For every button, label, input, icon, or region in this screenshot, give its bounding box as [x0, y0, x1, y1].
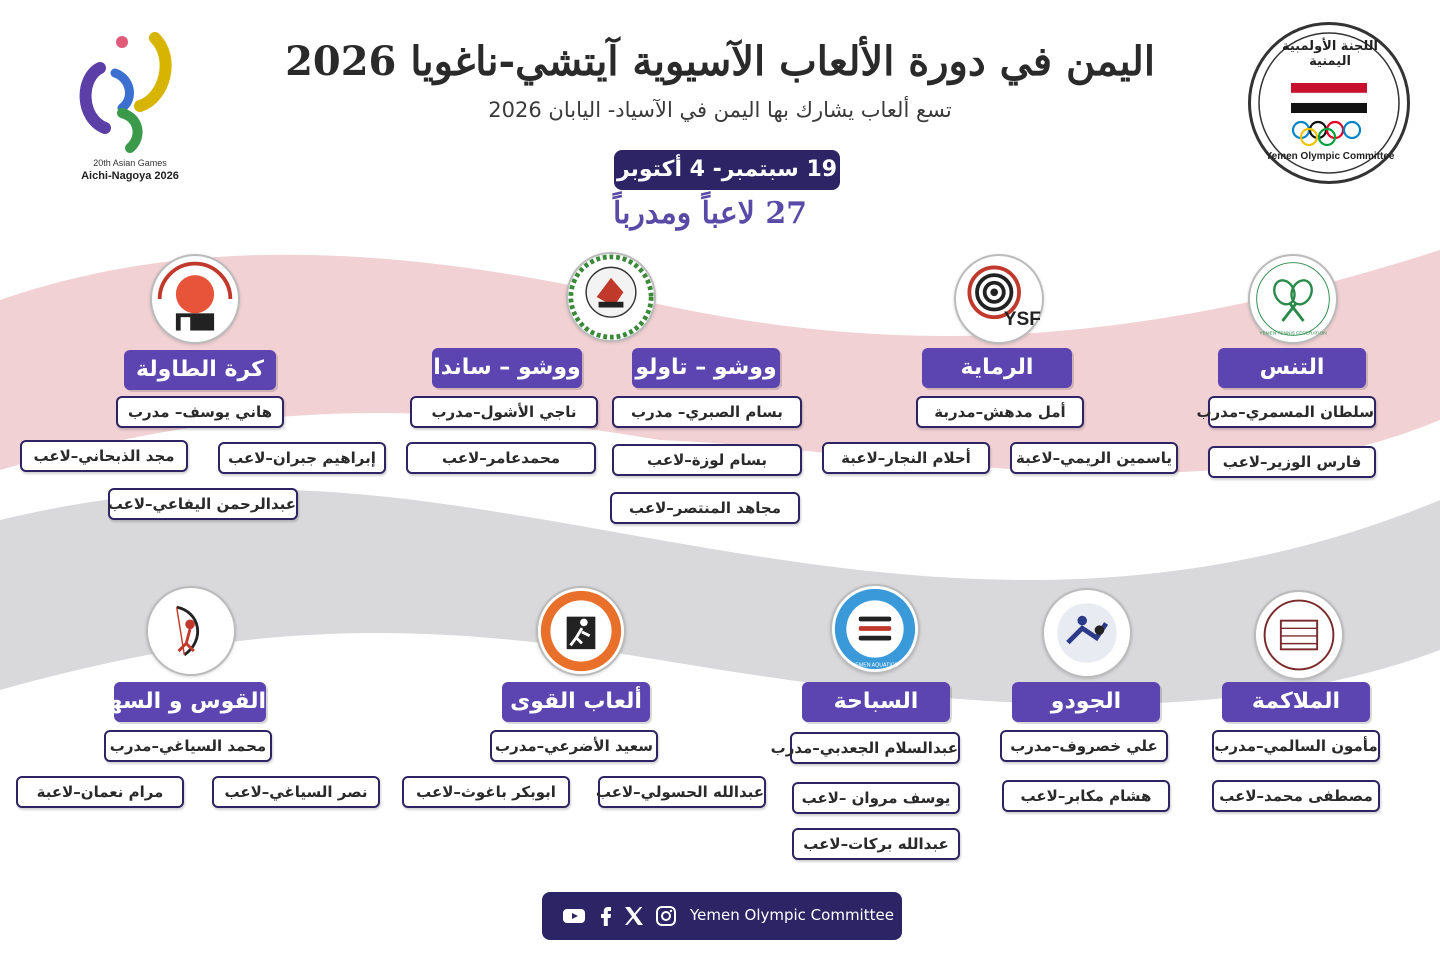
games-logo-line1: 20th Asian Games — [93, 158, 167, 168]
member-athletics-1: عبدالله الحسولي–لاعب — [598, 776, 766, 808]
member-swimming-coach: عبدالسلام الجعدبي–مدرب — [790, 732, 960, 764]
member-wushu-sanda-coach: ناجي الأشول–مدرب — [410, 396, 598, 428]
member-wushu-sanda-1: محمدعامر–لاعب — [406, 442, 596, 474]
athletics-runner-icon — [538, 588, 624, 674]
yemen-olympic-committee-logo — [1248, 22, 1410, 184]
member-wushu-taolu-2: مجاهد المنتصر–لاعب — [610, 492, 800, 524]
sport-label-judo: الجودو — [1012, 682, 1160, 722]
sport-label-athletics: ألعاب القوى — [502, 682, 650, 722]
member-athletics-coach: سعيد الأضرعي–مدرب — [490, 730, 658, 762]
tennis-emblem-text: YEMEN TENNIS FEDERATION — [1259, 331, 1327, 337]
shooting-emblem — [954, 254, 1044, 344]
olympic-logo-english: Yemen Olympic Committee — [1265, 151, 1395, 162]
wushu-emblem — [566, 252, 656, 342]
instagram-icon[interactable] — [654, 904, 678, 928]
member-archery-coach: محمد السياغي–مدرب — [104, 730, 272, 762]
member-shooting-2: أحلام النجار–لاعبة — [822, 442, 990, 474]
member-boxing-coach: مأمون السالمي–مدرب — [1212, 730, 1380, 762]
member-tennis-1: فارس الوزير–لاعب — [1208, 446, 1376, 478]
member-wushu-taolu-coach: بسام الصبري– مدرب — [612, 396, 802, 428]
table-tennis-icon — [152, 256, 238, 342]
member-judo-1: هشام مكابر–لاعب — [1002, 780, 1170, 812]
archery-icon — [148, 588, 234, 674]
sport-label-swimming: السباحة — [802, 682, 950, 722]
date-badge: 19 سبتمبر- 4 أكتوبر — [614, 150, 840, 190]
member-table-tennis-1: إبراهيم جبران–لاعب — [218, 442, 386, 474]
tennis-emblem — [1248, 254, 1338, 344]
sport-label-shooting: الرماية — [922, 348, 1072, 388]
sport-label-wushu-taolu: ووشو – تاولو — [632, 348, 780, 388]
table-tennis-emblem — [150, 254, 240, 344]
member-table-tennis-coach: هاني يوسف– مدرب — [116, 396, 284, 428]
facebook-icon[interactable] — [594, 904, 618, 928]
asian-games-logo — [60, 28, 200, 188]
member-shooting-1: ياسمين الريمي–لاعبة — [1010, 442, 1178, 474]
sport-label-archery: القوس و السهم — [114, 682, 266, 722]
judo-emblem — [1042, 588, 1132, 678]
page-subtitle: تسع ألعاب يشارك بها اليمن في الآسياد- اليابان 2026 — [488, 98, 952, 122]
member-boxing-1: مصطفى محمد–لاعب — [1212, 780, 1380, 812]
member-archery-1: نصر السياغي–لاعب — [212, 776, 380, 808]
asian-games-emblem-icon — [60, 28, 200, 158]
wushu-icon — [568, 254, 654, 340]
member-shooting-coach: أمل مدهش–مدربة — [916, 396, 1084, 428]
swimming-emblem-text: YEMEN AQUATICS — [851, 662, 899, 669]
member-archery-2: مرام نعمان–لاعبة — [16, 776, 184, 808]
judo-icon — [1044, 590, 1130, 676]
archery-emblem — [146, 586, 236, 676]
swimming-icon — [832, 586, 918, 672]
sport-label-table-tennis: كرة الطاولة — [124, 350, 276, 390]
page-title: اليمن في دورة الألعاب الآسيوية آيتشي-ناغويا 2026 — [285, 38, 1155, 85]
participant-count: 27 لاعباً ومدرباً — [612, 196, 808, 231]
member-tennis-coach: سلطان المسمري–مدرب — [1208, 396, 1376, 428]
sport-label-wushu-sanda: ووشو – ساندا — [432, 348, 582, 388]
member-swimming-2: عبدالله بركات–لاعب — [792, 828, 960, 860]
member-judo-coach: علي خصروف–مدرب — [1000, 730, 1168, 762]
sport-label-boxing: الملاكمة — [1222, 682, 1370, 722]
member-athletics-2: ابوبكر باغوث–لاعب — [402, 776, 570, 808]
swimming-emblem — [830, 584, 920, 674]
boxing-icon — [1256, 592, 1342, 678]
footer-social-bar — [542, 892, 902, 940]
shooting-emblem-text: YSF — [1003, 308, 1041, 330]
member-swimming-1: يوسف مروان –لاعب — [792, 782, 960, 814]
member-table-tennis-3: عبدالرحمن اليفاعي–لاعب — [108, 488, 298, 520]
member-wushu-taolu-1: بسام لوزة–لاعب — [612, 444, 802, 476]
footer-text: Yemen Olympic Committee — [690, 906, 894, 924]
member-table-tennis-2: مجد الذبحاني–لاعب — [20, 440, 188, 472]
shooting-target-icon — [956, 256, 1042, 342]
olympic-logo-arabic: اللجنة الأولمبية اليمنية — [1281, 39, 1379, 69]
boxing-emblem — [1254, 590, 1344, 680]
athletics-emblem — [536, 586, 626, 676]
games-logo-line2: Aichi-Nagoya 2026 — [81, 170, 179, 182]
tennis-rackets-icon — [1250, 256, 1336, 342]
youtube-icon[interactable] — [562, 904, 586, 928]
sport-label-tennis: التنس — [1218, 348, 1366, 388]
x-twitter-icon[interactable] — [622, 904, 646, 928]
